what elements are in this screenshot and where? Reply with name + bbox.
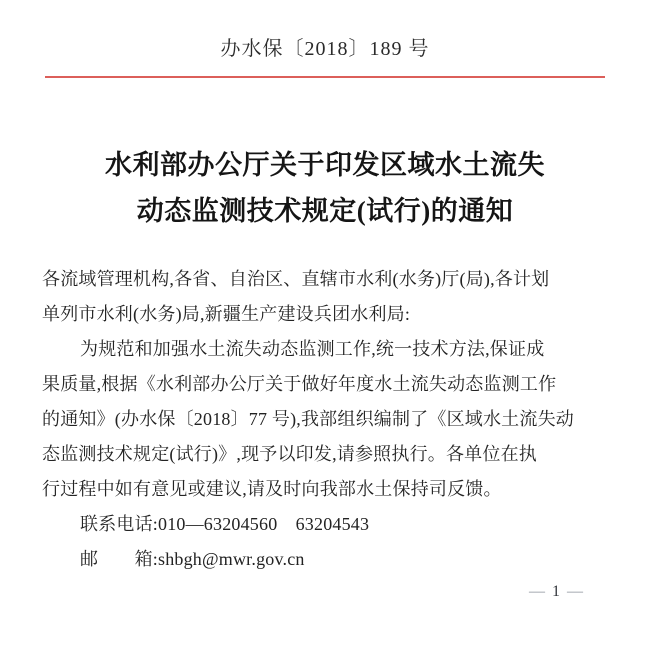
- paragraph-line-4: 态监测技术规定(试行)》,现予以印发,请参照执行。各单位在执: [42, 444, 537, 464]
- recipients-line-1: 各流域管理机构,各省、自治区、直辖市水利(水务)厅(局),各计划: [42, 269, 550, 289]
- paragraph-line-1: 为规范和加强水土流失动态监测工作,统一技术方法,保证成: [80, 339, 545, 359]
- paragraph-line-5: 行过程中如有意见或建议,请及时向我部水土保持司反馈。: [42, 479, 502, 499]
- page-number-right-dash: —: [567, 583, 583, 600]
- document-title: [0, 142, 650, 234]
- paragraph-line-2: 果质量,根据《水利部办公厅关于做好年度水土流失动态监测工作: [42, 374, 557, 394]
- document-title-line-2: 动态监测技术规定(试行)的通知: [136, 196, 514, 226]
- recipients-line-2: 单列市水利(水务)局,新疆生产建设兵团水利局:: [42, 304, 411, 324]
- contact-phone-line: 联系电话:010—63204560 63204543: [80, 514, 370, 534]
- page-number-left-dash: —: [529, 583, 545, 600]
- paragraph-line-3: 的通知》(办水保〔2018〕77 号),我部组织编制了《区域水土流失动: [42, 409, 574, 429]
- document-body: [42, 262, 617, 577]
- page-number-value: 1: [552, 583, 560, 600]
- header-divider-line: [45, 76, 605, 78]
- page-number: [522, 582, 590, 602]
- document-title-line-1: 水利部办公厅关于印发区域水土流失: [105, 150, 545, 180]
- contact-email-line: 邮 箱:shbgh@mwr.gov.cn: [80, 549, 305, 569]
- document-number: 办水保〔2018〕189 号: [220, 38, 430, 60]
